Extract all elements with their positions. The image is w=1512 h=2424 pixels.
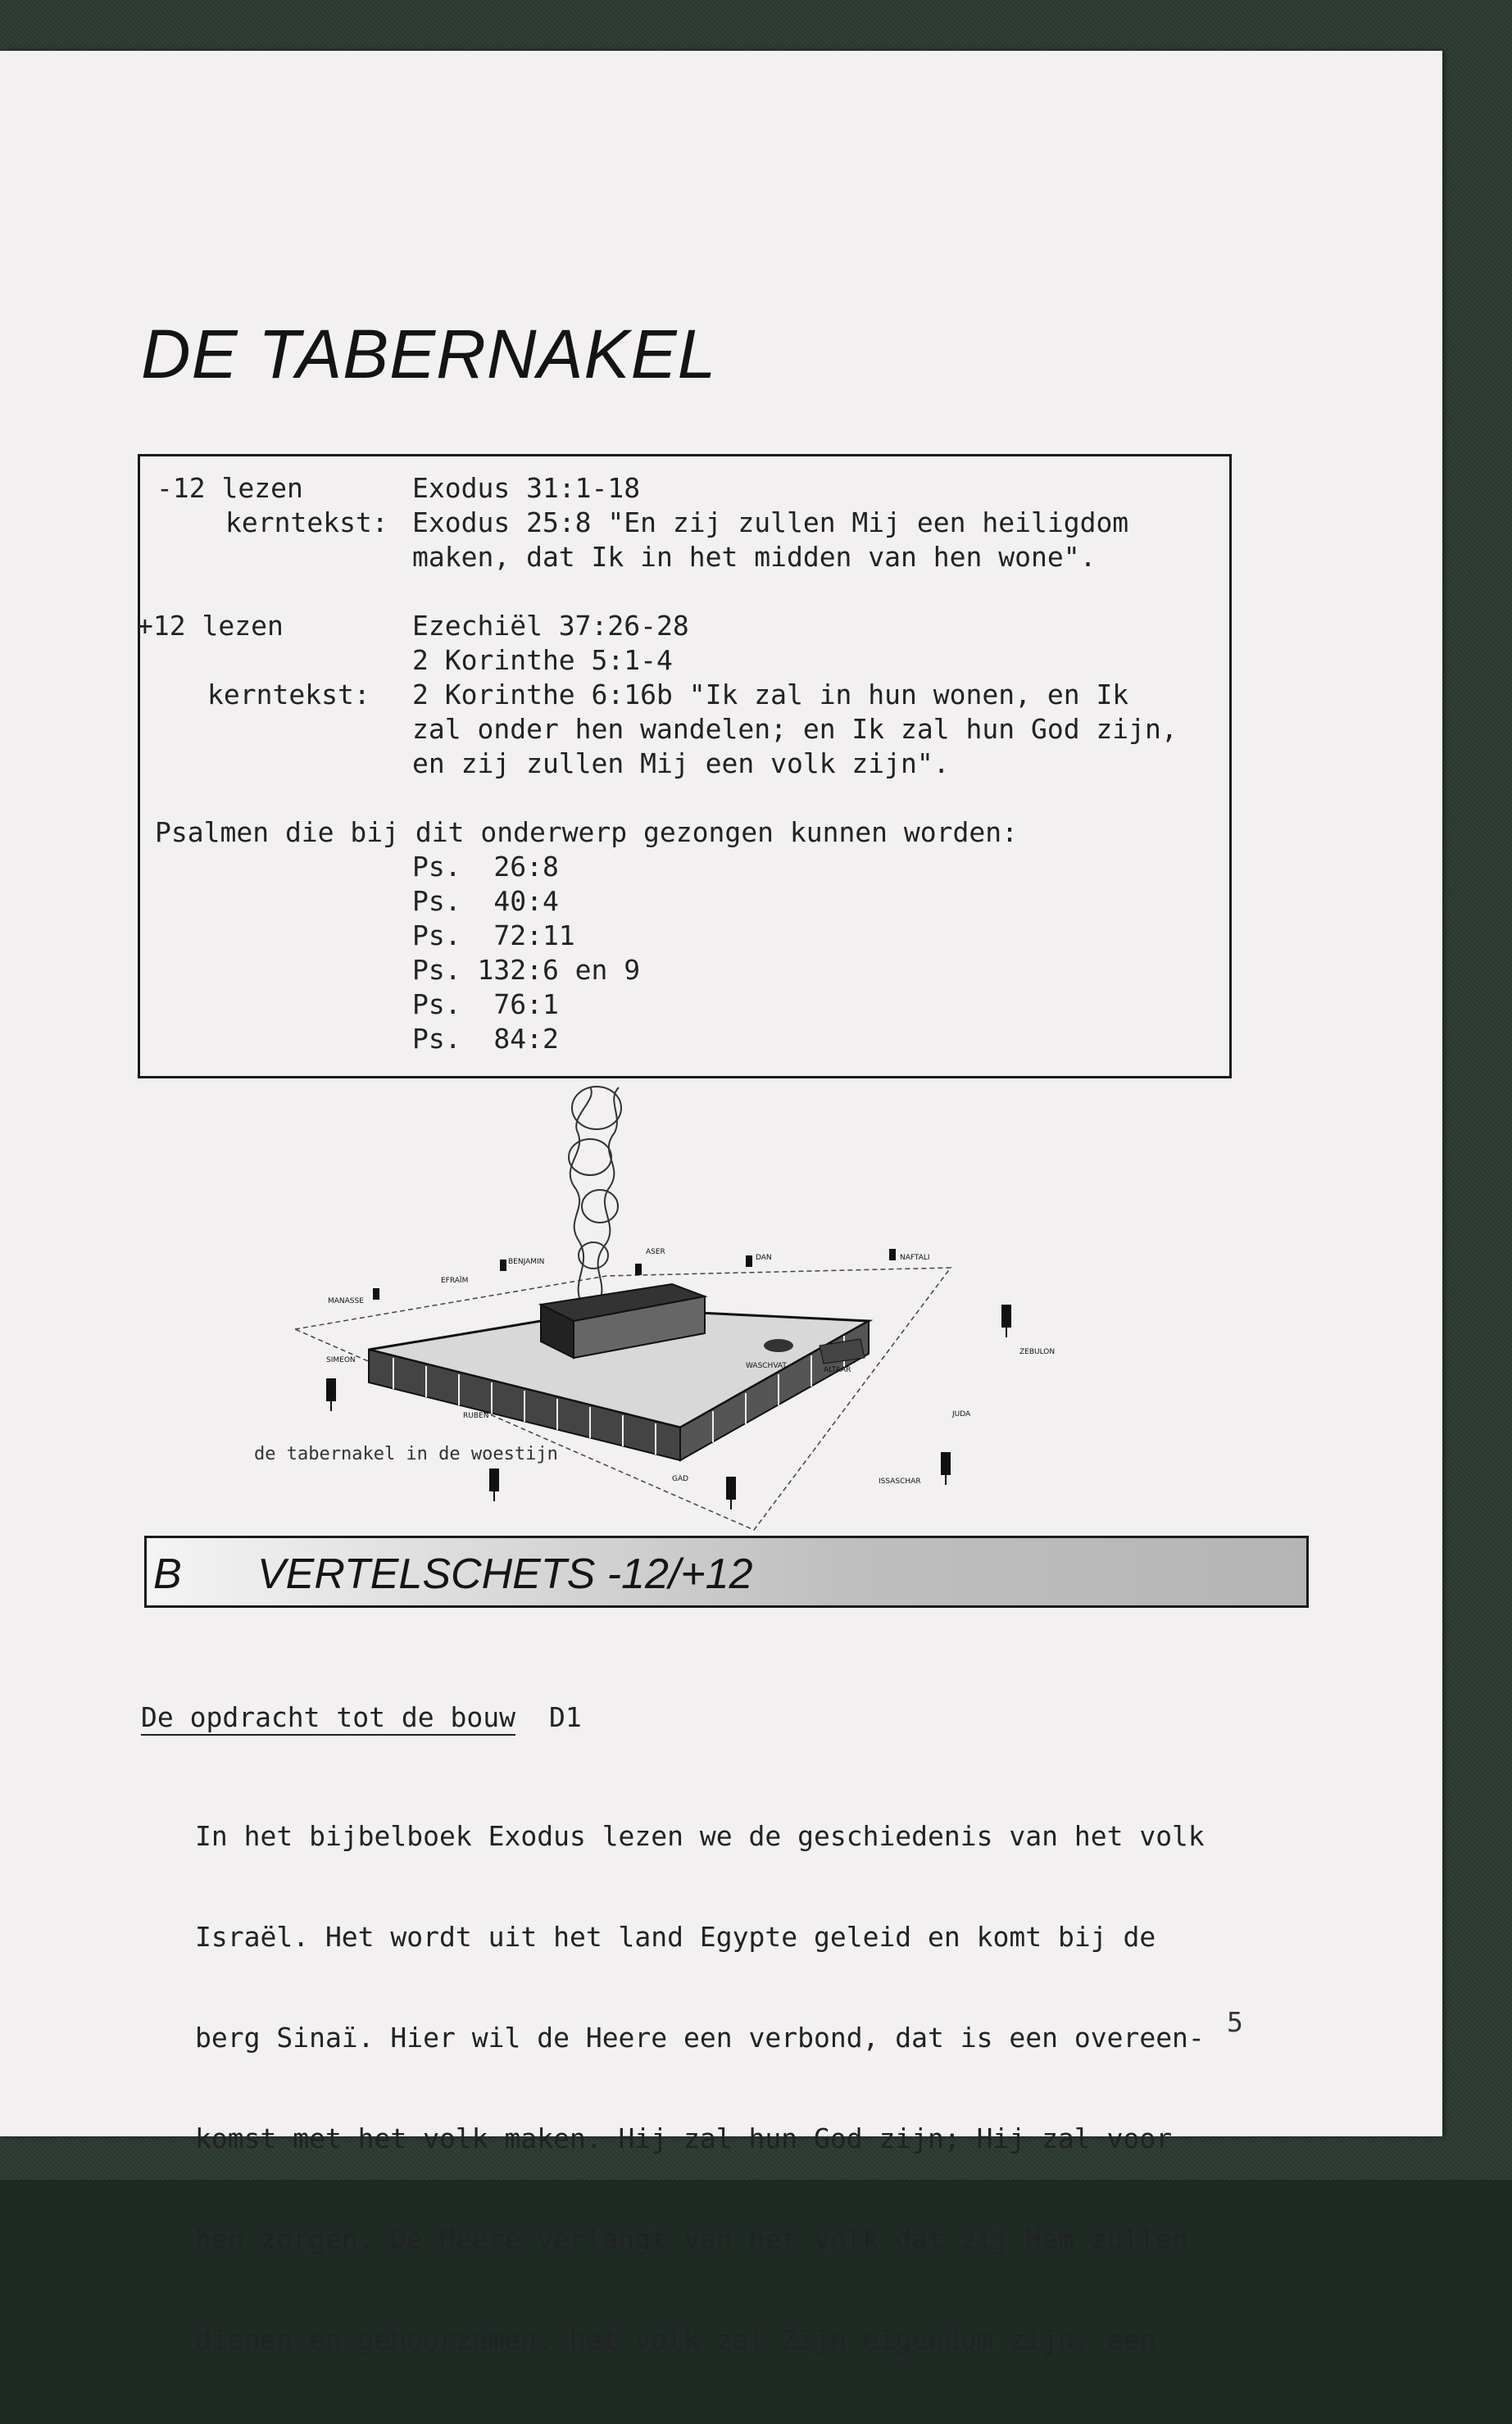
psalms-intro: Psalmen die bij dit onderwerp gezongen kunnen worden: [155,816,1018,848]
illustration-caption: de tabernakel in de woestijn [254,1444,558,1464]
banner-letter: B [153,1550,182,1598]
psalm-item: Ps. 76:1 [412,988,559,1020]
body-line: komst met het volk maken. Hij zal hun God zijn; Hij zal voor [195,2122,1173,2154]
tabernacle-illustration [246,1075,1106,1534]
book-page [0,51,1442,2356]
section2-kerntekst-line3: en zij zullen Mij een volk zijn". [412,747,950,779]
tribe-label-benjamin: BENJAMIN [508,1258,545,1266]
psalm-item: Ps. 132:6 en 9 [412,954,641,986]
section2-label-kerntekst: kerntekst: [207,679,370,710]
page-title: DE TABERNAKEL [141,315,717,393]
smoke-cloud-icon [569,1087,621,1305]
section-heading: De opdracht tot de bouw [141,1701,515,1736]
section1-kerntekst-line1: Exodus 25:8 "En zij zullen Mij een heiligdom [412,506,1129,538]
laver-label: WASCHVAT [746,1362,787,1370]
psalm-item: Ps. 40:4 [412,885,559,917]
section-banner [144,1536,1309,1608]
section1-reading: Exodus 31:1-18 [412,472,641,504]
section2-kerntekst-line2: zal onder hen wandelen; en Ik zal hun God zijn, [412,713,1178,745]
section2-reading-line1: Ezechiël 37:26-28 [412,610,689,642]
tribe-label-ruben: RUBEN [463,1412,489,1420]
altar-label: ALTAAR [824,1366,851,1374]
section2-kerntekst-line1: 2 Korinthe 6:16b "Ik zal in hun wonen, en Ik [412,679,1129,710]
tribe-label-simeon: SIMEON [326,1356,356,1364]
banner-title: VERTELSCHETS -12/+12 [257,1550,753,1598]
section2-label-lezen: +12 lezen [137,610,284,642]
tribe-label-efraim: EFRAÏM [441,1277,469,1285]
laver-icon [764,1339,793,1352]
tribe-label-manasse: MANASSE [328,1297,364,1305]
tribe-label-issaschar: ISSASCHAR [879,1478,921,1486]
page-number: 5 [1227,2006,1243,2038]
tribe-label-juda: JUDA [952,1410,971,1419]
section1-kerntekst-line2: maken, dat Ik in het midden van hen wone". [412,541,1097,573]
body-line: Israël. Het wordt uit het land Egypte geleid en komt bij de [195,1921,1156,1953]
section-heading-code: D1 [549,1701,582,1733]
section1-label-lezen: -12 lezen [157,472,303,504]
psalm-item: Ps. 26:8 [412,851,559,883]
tribe-label-naftali: NAFTALI [900,1254,930,1262]
section1-label-kerntekst: kerntekst: [225,506,388,538]
body-line: hen zorgen. De Heere verlangt van het volk dat zij Hem zullen [195,2223,1188,2255]
body-paragraph [195,1752,1205,2424]
section2-reading-line2: 2 Korinthe 5:1-4 [412,644,673,676]
body-line: dienen en gehoorzamen. het volk zal Zijn eigendom zijn, een [195,2324,1156,2356]
tribe-label-zebulon: ZEBULON [1019,1348,1056,1356]
tribe-label-aser: ASER [646,1248,665,1256]
body-line: berg Sinaï. Hier wil de Heere een verbond, dat is een overeen- [195,2022,1205,2054]
tribe-label-gad: GAD [672,1475,689,1483]
tribe-label-dan: DAN [756,1254,772,1262]
body-line: In het bijbelboek Exodus lezen we de geschiedenis van het volk [195,1820,1205,1852]
psalm-item: Ps. 84:2 [412,1023,559,1055]
reading-info-box [138,454,1232,1078]
psalm-item: Ps. 72:11 [412,919,575,951]
